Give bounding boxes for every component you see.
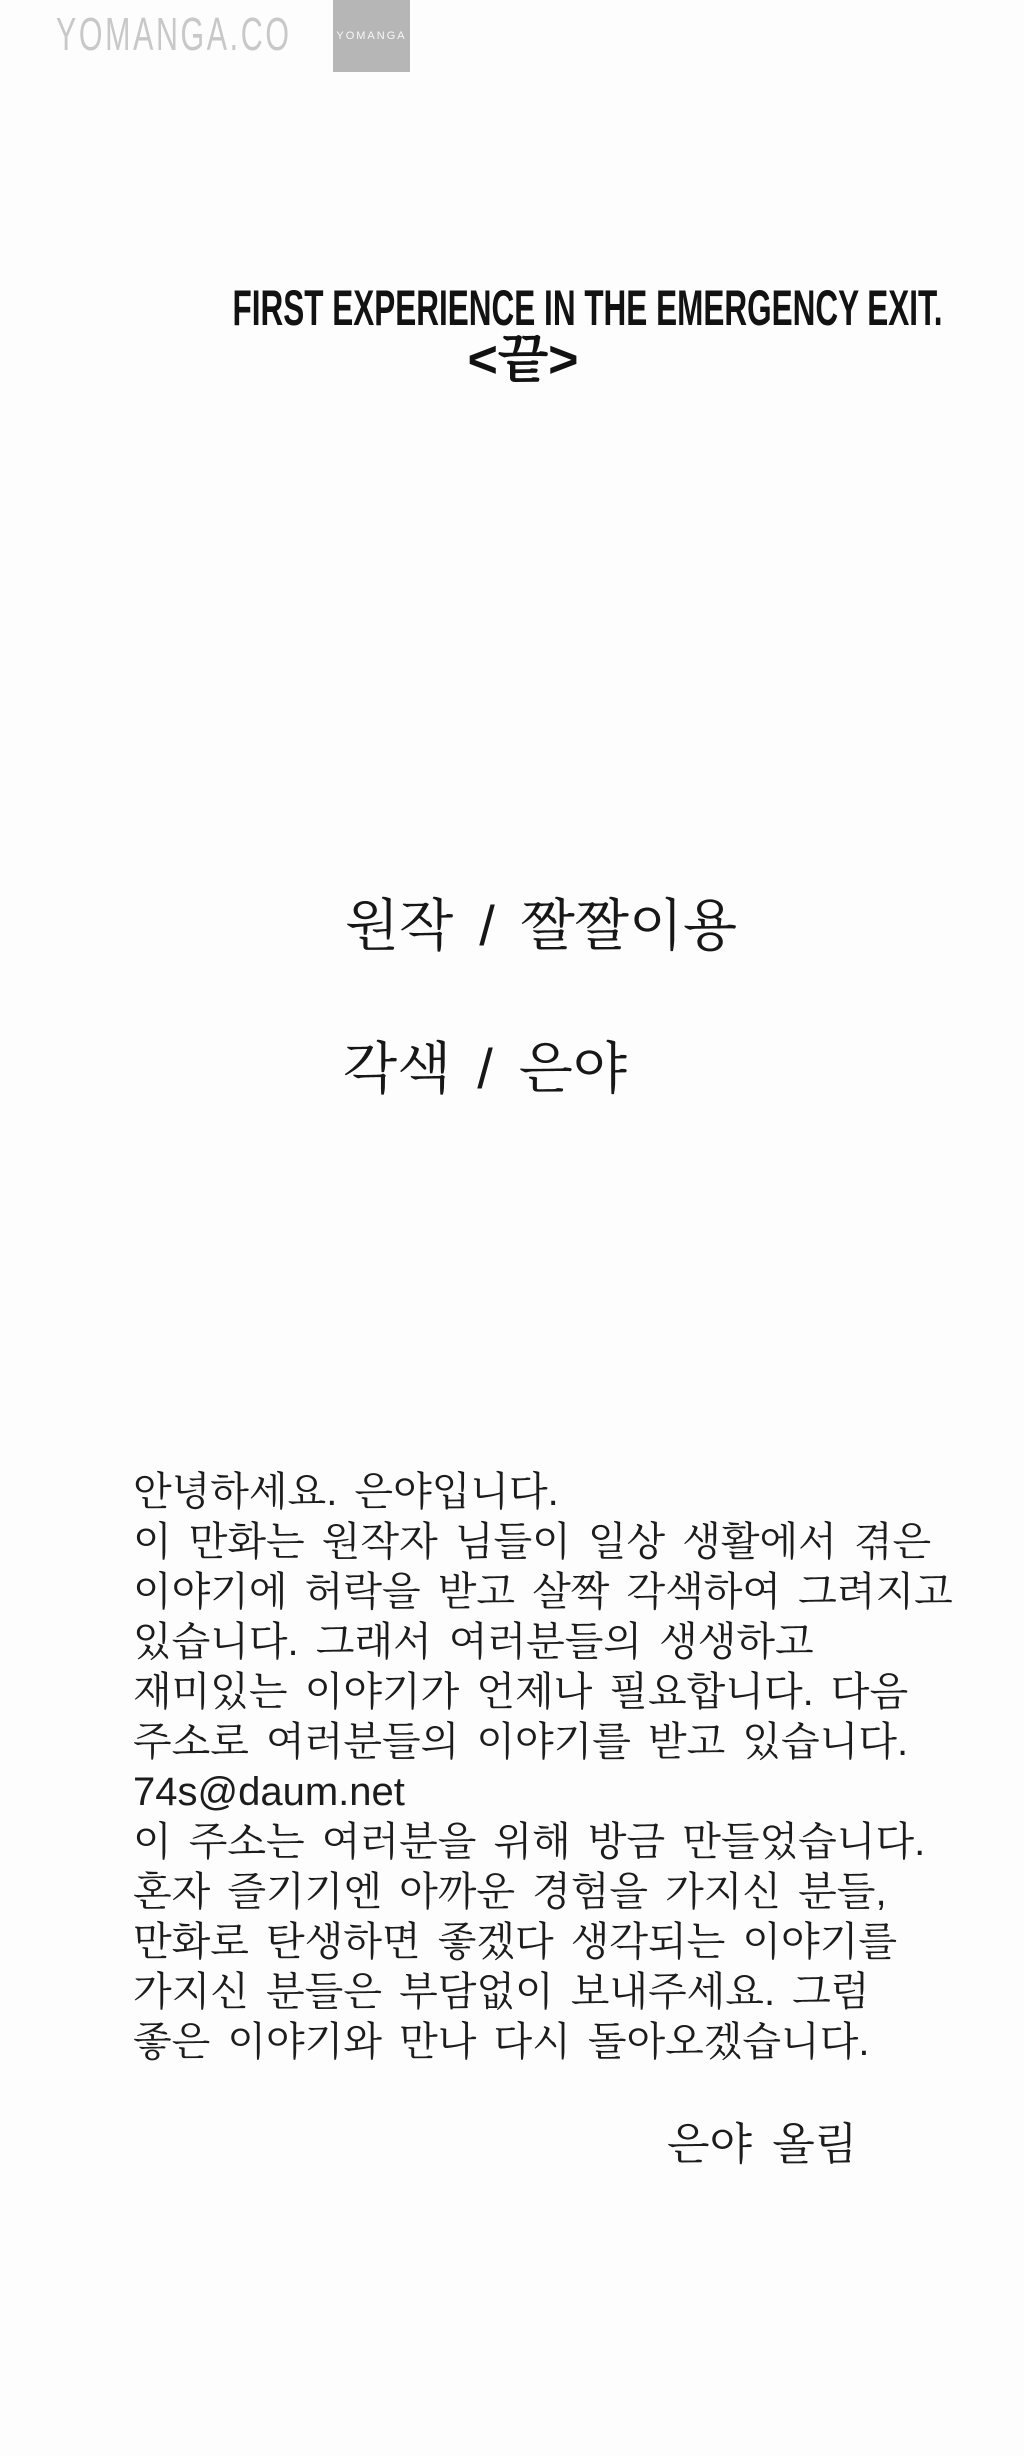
author-signature: 은야 올림 [667,2120,858,2169]
letter-line: 재미있는 이야기가 언제나 필요합니다. 다음 [133,1670,909,1714]
letter-line: 만화로 탄생하면 좋겠다 생각되는 이야기를 [133,1920,897,1964]
letter-line: 이 주소는 여러분을 위해 방금 만들었습니다. [133,1820,926,1864]
credit-original-row [345,893,737,959]
site-badge [333,0,410,72]
letter-line: 있습니다. 그래서 여러분들의 생생하고 [133,1620,814,1664]
credit-adaptation-value: 은야 [518,1037,627,1100]
credit-original-label: 원작 [345,894,454,957]
episode-title: FIRST EXPERIENCE IN THE EMERGENCY EXIT. [232,280,943,336]
credit-adaptation-separator: / [477,1037,493,1100]
credit-adaptation-label: 각색 [343,1037,452,1100]
credit-original-value: 짤짤이용 [520,894,738,957]
letter-line: 주소로 여러분들의 이야기를 받고 있습니다. [133,1720,909,1764]
site-badge-label: YOMANGA [336,30,407,42]
credit-adaptation-row [343,1036,627,1102]
author-letter [133,1467,993,2067]
end-mark-row [0,331,1024,402]
letter-line: 좋은 이야기와 만나 다시 돌아오겠습니다. [133,2020,870,2064]
letter-line: 안녕하세요. 은야입니다. [133,1470,559,1514]
email-address: 74s@daum.net [133,1770,405,1814]
letter-line: 가지신 분들은 부담없이 보내주세요. 그럼 [133,1970,870,2014]
end-mark: <끝> [467,331,579,389]
credit-original-separator: / [479,894,495,957]
letter-line: 이 만화는 원작자 님들이 일상 생활에서 겪은 [133,1520,932,1564]
letter-line: 이야기에 허락을 받고 살짝 각색하여 그려지고 [133,1570,953,1614]
letter-line: 혼자 즐기기엔 아까운 경험을 가지신 분들, [133,1870,887,1914]
site-logo: YOMANGA.CO [56,8,292,60]
